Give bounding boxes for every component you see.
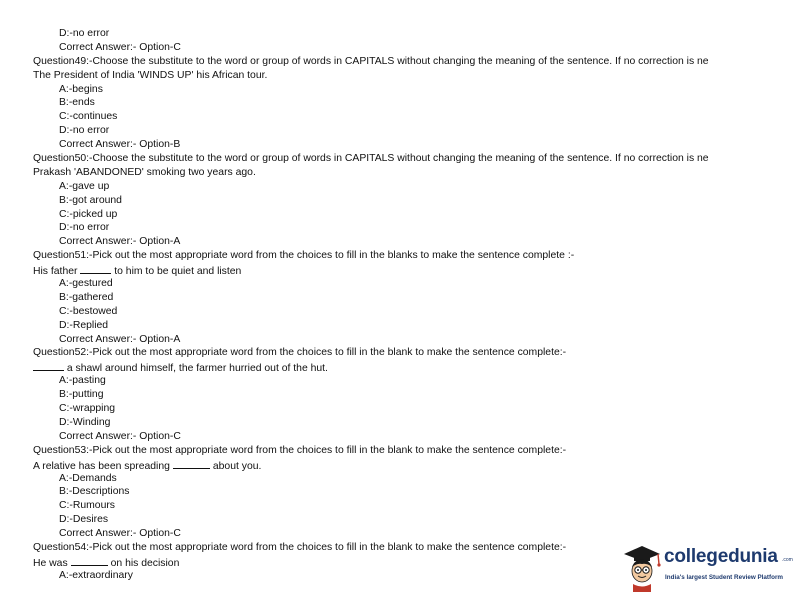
answer-line: B:-gathered (59, 291, 114, 303)
document-body (0, 27, 793, 583)
logo-tagline: India's largest Student Review Platform (665, 574, 784, 581)
fill-in-blank (33, 360, 64, 371)
answer-line: B:-got around (59, 194, 122, 206)
answer-line: Correct Answer:- Option-A (59, 333, 181, 345)
answer-line: Correct Answer:- Option-C (59, 41, 181, 53)
answer-line: A:-Demands (59, 472, 117, 484)
answer-line: Correct Answer:- Option-C (59, 430, 181, 442)
answer-line: A:-pasting (59, 375, 106, 387)
answer-line: C:-continues (59, 111, 118, 123)
sentence-after-blank: on his decision (107, 557, 180, 569)
answer-line: C:-Rumours (59, 500, 116, 512)
sentence-before-blank: His father (33, 266, 81, 278)
question-line: Question50:-Choose the substitute to the word or group of words in CAPITALS without changing the meaning of the sentence. If no correction is ne (33, 153, 709, 165)
question-line: Question51:-Pick out the most appropriate word from the choices to fill in the blanks to make the sentence complete :- (33, 250, 575, 262)
answer-line: C:-wrapping (59, 403, 116, 415)
answer-line: Correct Answer:- Option-C (59, 528, 181, 540)
answer-line: D:-Winding (59, 416, 111, 428)
question-line: Prakash 'ABANDONED' smoking two years ago. (33, 166, 256, 178)
answer-line: Correct Answer:- Option-A (59, 236, 181, 248)
answer-line: B:-ends (59, 97, 95, 109)
question-line: Question49:-Choose the substitute to the word or group of words in CAPITALS without changing the meaning of the sentence. If no correction is ne (33, 55, 709, 67)
sentence-after-blank: to him to be quiet and listen (111, 266, 242, 278)
answer-line: A:-extraordinary (59, 569, 133, 581)
answer-line: B:-Descriptions (59, 486, 130, 498)
logo-domain-suffix: .com (782, 557, 793, 563)
student-mascot-icon (620, 540, 664, 592)
answer-line: D:-no error (59, 125, 110, 137)
answer-line: A:-begins (59, 83, 103, 95)
fill-in-blank (71, 555, 108, 566)
answer-line: D:-no error (59, 222, 110, 234)
fill-in-blank (173, 458, 210, 469)
collegedunia-logo (620, 540, 793, 592)
question-line: Question54:-Pick out the most appropriate word from the choices to fill in the blank to make the sentence complete:- (33, 541, 567, 553)
answer-line: A:-gave up (59, 180, 110, 192)
question-sentence-line (0, 263, 763, 277)
answer-line: C:-bestowed (59, 305, 118, 317)
question-sentence-line (0, 360, 763, 374)
fill-in-blank (80, 263, 111, 274)
answer-line: C:-picked up (59, 208, 118, 220)
sentence-after-blank: about you. (209, 460, 262, 472)
question-line: Question52:-Pick out the most appropriate word from the choices to fill in the blank to make the sentence complete:- (33, 347, 567, 359)
answer-line: D:-no error (59, 28, 110, 39)
answer-line: A:-gestured (59, 278, 113, 290)
sentence-before-blank: A relative has been spreading (33, 460, 173, 472)
answer-line: D:-Replied (59, 319, 109, 331)
question-line: The President of India 'WINDS UP' his African tour. (33, 69, 268, 81)
sentence-after-blank: a shawl around himself, the farmer hurried out of the hut. (64, 363, 328, 375)
answer-line: Correct Answer:- Option-B (59, 139, 181, 151)
answer-line: D:-Desires (59, 514, 109, 526)
answer-line: B:-putting (59, 389, 104, 401)
sentence-before-blank: He was (33, 557, 71, 569)
question-line: Question53:-Pick out the most appropriate word from the choices to fill in the blank to make the sentence complete:- (33, 444, 567, 456)
logo-wordmark: collegedunia (664, 546, 778, 567)
question-sentence-line (0, 458, 763, 472)
